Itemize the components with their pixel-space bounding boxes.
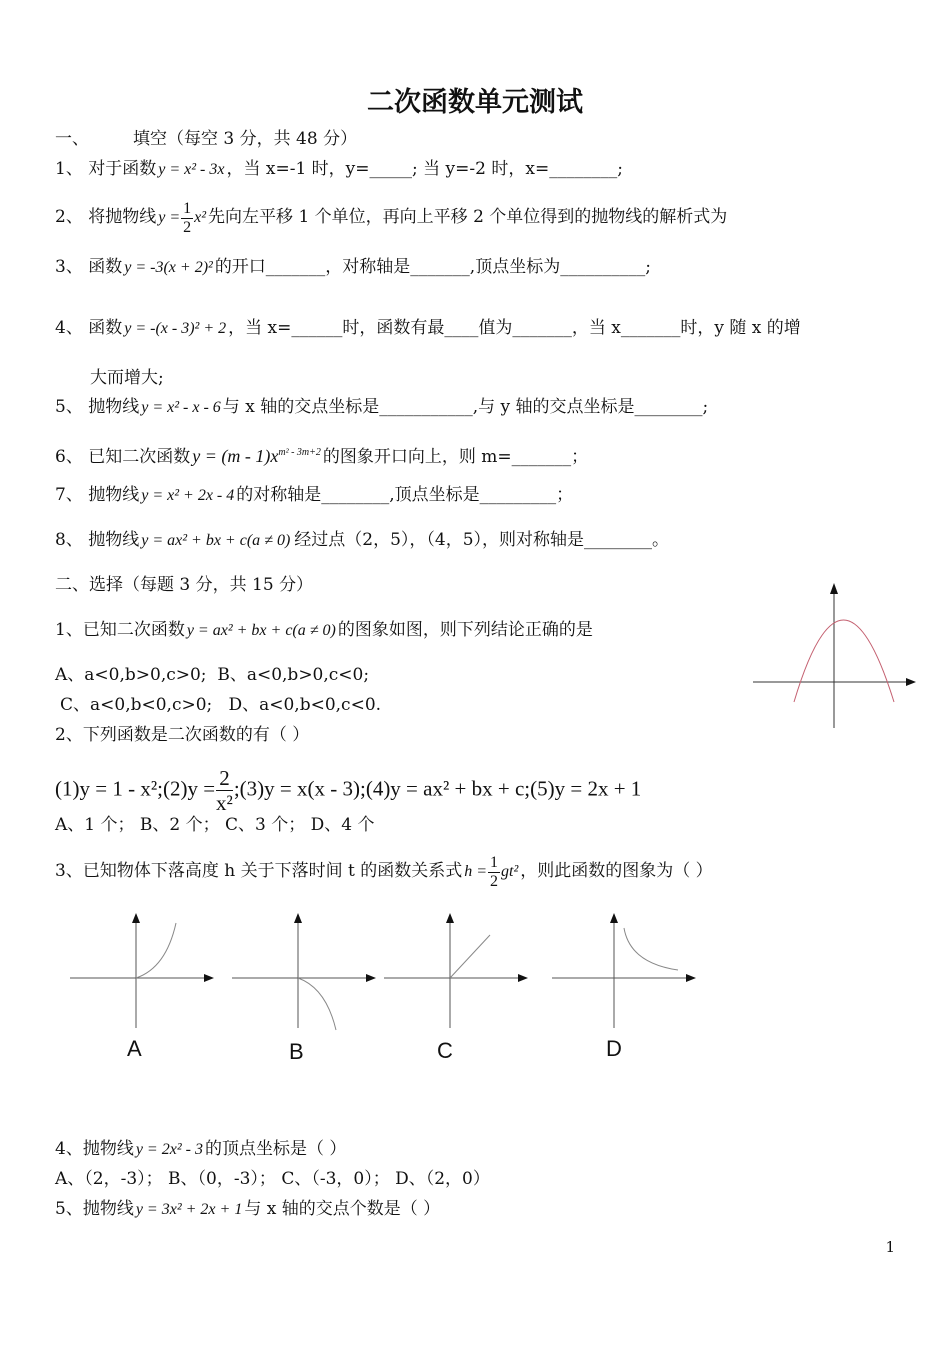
- mc-question-4-options: A、（2，-3）； B、（0，-3）； C、（-3，0）； D、（2，0）: [55, 1169, 490, 1189]
- mc-question-2-functions: (1)y = 1 - x²;(2)y = $\frac{2}{\text{x²}}$ ;(3)y = x(x - 3);(4)y = ax² + bx + c;(5)y = 2x + 1: [55, 766, 642, 815]
- question-3: 3、 函数 y = -3(x + 2)² 的开口_______，对称轴是_______,顶点坐标为__________;: [55, 257, 651, 277]
- question-5: 5、 抛物线 y = x² - x - 6 与 x 轴的交点坐标是___________,与 y 轴的交点坐标是________;: [55, 397, 709, 417]
- mc-question-2-options: A、1 个； B、2 个； C、3 个； D、4 个: [55, 815, 375, 835]
- question-4: 4、 函数 y = -(x - 3)² + 2 ，当 x=______时，函数有最____值为_______，当 x_______时，y 随 x 的增: [55, 318, 801, 338]
- formula: y = ax² + bx + c(a ≠ 0): [186, 622, 336, 639]
- graph-label-c: C: [437, 1038, 453, 1063]
- question-7: 7、 抛物线 y = x² + 2x - 4 的对称轴是________,顶点坐标是_________；: [55, 485, 574, 505]
- mc-question-5: 5、抛物线 y = 3x² + 2x + 1 与 x 轴的交点个数是（ ）: [55, 1199, 441, 1219]
- fraction: $\frac{1}{2}$: [490, 854, 499, 890]
- fraction: $\frac{2}{\text{x²}}$: [216, 766, 233, 815]
- question-1: 1、 对于函数 y = x² - 3x ，当 x=-1 时，y=_____; 当 y=-2 时，x=________;: [55, 159, 623, 179]
- mc-question-4: 4、抛物线 y = 2x² - 3 的顶点坐标是（ ）: [55, 1139, 347, 1159]
- formula: y = $\frac{1}{2}$ x²: [158, 200, 207, 236]
- fraction: $\frac{1}{2}$: [183, 200, 192, 236]
- formula: y = -(x - 3)² + 2: [124, 320, 227, 337]
- formula: h = $\frac{1}{2}$ gt²: [464, 854, 519, 890]
- graph-option-b: [228, 908, 388, 1038]
- parabola-graph: [748, 578, 928, 738]
- graph-label-a: A: [127, 1036, 142, 1061]
- graph-label-d: D: [606, 1036, 622, 1061]
- mc-question-1-options-cd: C、a<0,b<0,c>0; D、a<0,b<0,c<0.: [60, 695, 382, 715]
- question-2: 2、 将抛物线 y = $\frac{1}{2}$ x² 先向左平移 1 个单位，再向上平移 2 个单位得到的抛物线的解析式为: [55, 200, 728, 236]
- formula: y = 3x² + 2x + 1: [135, 1201, 243, 1218]
- graph-label-b: B: [289, 1039, 304, 1064]
- formula: y = x² + 2x - 4: [141, 487, 235, 504]
- question-6: 6、 已知二次函数 $y = (m - 1)x^{m^2 - 3m+2}$ 的图象开口向上，则 m=_______；: [55, 428, 588, 468]
- formula: $y = (m - 1)x^{m^2 - 3m+2}$: [192, 446, 321, 466]
- graph-option-d: [548, 908, 708, 1038]
- formula: y = x² - x - 6: [141, 399, 221, 416]
- graph-option-a: [66, 908, 226, 1038]
- formula: y = ax² + bx + c(a ≠ 0): [141, 532, 291, 549]
- page-title: 二次函数单元测试: [367, 87, 583, 118]
- graph-option-c: [380, 908, 540, 1038]
- mc-question-3: 3、已知物体下落高度 h 关于下落时间 t 的函数关系式 h = $\frac{1}{2}$ gt² ，则此函数的图象为（ ）: [55, 854, 713, 890]
- formula: y = 2x² - 3: [135, 1141, 203, 1158]
- mc-question-1-options-ab: A、a<0,b>0,c>0; B、a<0,b>0,c<0;: [55, 665, 370, 685]
- formula: y = x² - 3x: [158, 161, 225, 178]
- section1-heading: 一、 填空（每空 3 分，共 48 分）: [55, 129, 358, 149]
- mc-question-2: 2、下列函数是二次函数的有（ ）: [55, 725, 310, 745]
- formula: y = -3(x + 2)²: [124, 259, 213, 276]
- question-8: 8、 抛物线 y = ax² + bx + c(a ≠ 0) 经过点（2，5），（4，5），则对称轴是________。: [55, 530, 670, 550]
- question-4-continued: 大而增大;: [90, 368, 164, 388]
- page-number: 1: [885, 1238, 895, 1256]
- section2-heading: 二、选择（每题 3 分，共 15 分）: [55, 575, 314, 595]
- mc-question-1: 1、已知二次函数 y = ax² + bx + c(a ≠ 0) 的图象如图，则下列结论正确的是: [55, 620, 593, 640]
